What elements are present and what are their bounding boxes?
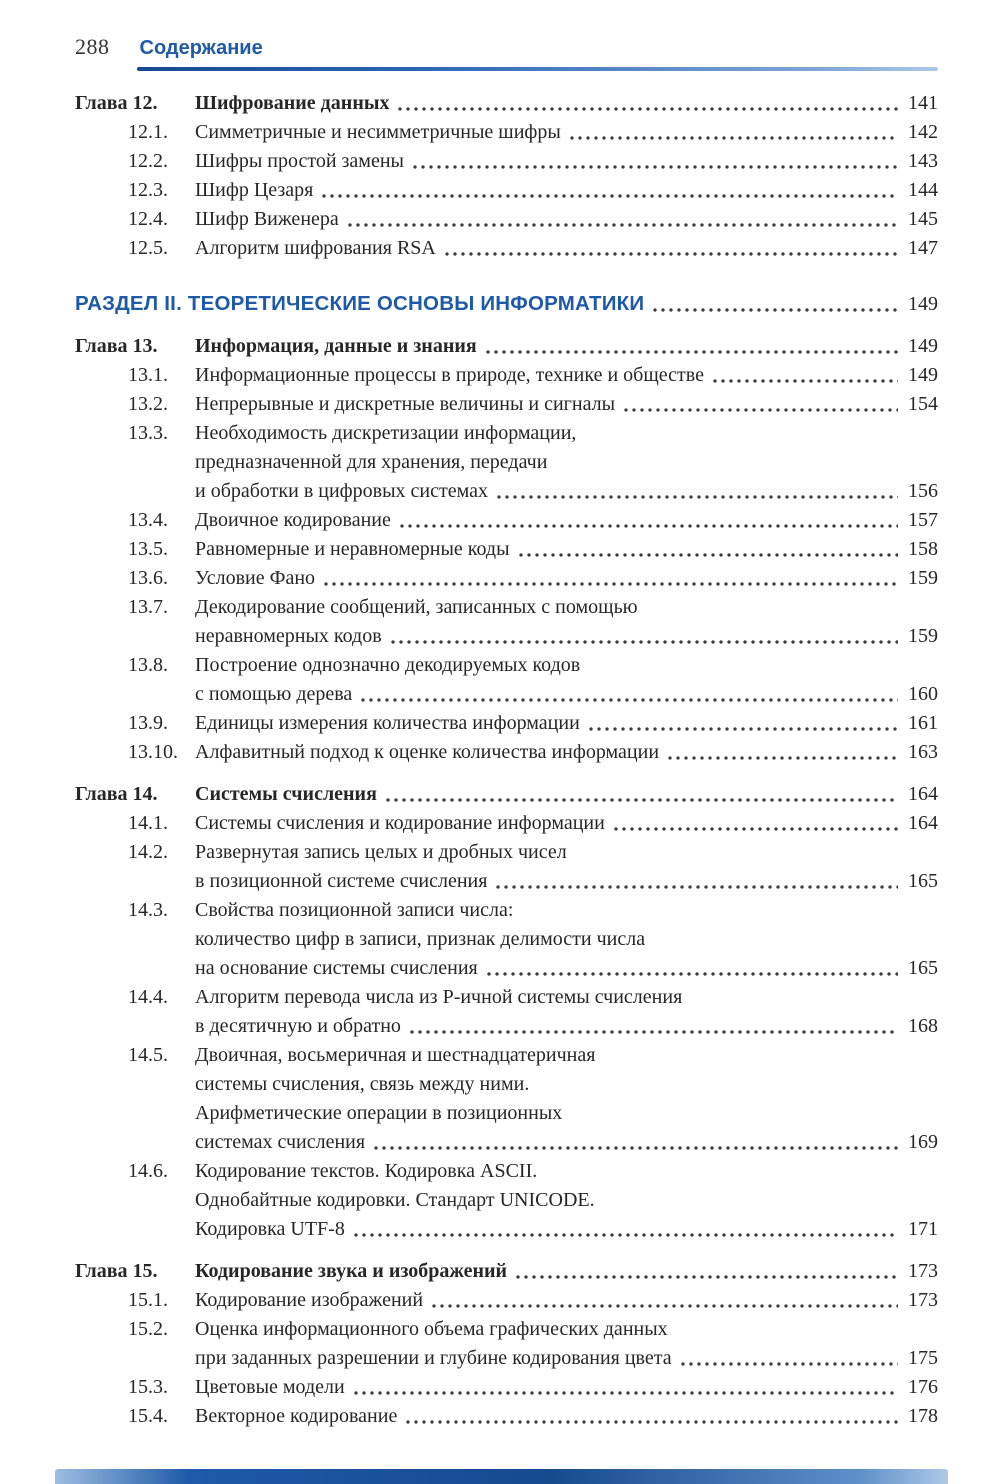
toc-entry-title: при заданных разрешении и глубине кодирования цвета — [195, 1347, 672, 1369]
toc-entry-page-number: 165 — [908, 870, 938, 892]
dot-leader — [346, 221, 898, 229]
toc-entry-label: 13.2. — [128, 393, 168, 415]
toc-line — [195, 147, 938, 176]
page-number: 288 — [75, 34, 110, 59]
toc-entry-title: Декодирование сообщений, записанных с помощью — [195, 596, 638, 618]
toc-line — [195, 680, 938, 709]
toc-entry — [75, 1257, 938, 1286]
toc-entry-lines — [195, 651, 938, 709]
toc-entry-title: Оценка информационного объема графических данных — [195, 1318, 668, 1340]
toc-entry-page-number: 145 — [908, 208, 938, 230]
toc-entry-lines — [195, 176, 938, 205]
toc-entry-lines — [195, 1373, 938, 1402]
dot-leader — [411, 163, 898, 171]
toc-entry-title: РАЗДЕЛ II. ТЕОРЕТИЧЕСКИЕ ОСНОВЫ ИНФОРМАТИКИ — [75, 292, 645, 315]
dot-leader — [495, 493, 898, 501]
toc-line — [195, 1186, 938, 1215]
dot-leader — [622, 406, 898, 414]
toc-entry — [75, 593, 938, 651]
toc-entry-lines — [195, 780, 938, 809]
toc-entry-title: Алгоритм перевода числа из Р-ичной системы счисления — [195, 986, 683, 1008]
dot-leader — [484, 348, 898, 356]
toc-entry-page-number: 157 — [908, 509, 938, 531]
toc-entry-title: Условие Фано — [195, 567, 316, 589]
page-header — [75, 34, 938, 60]
toc-entry-title: Двоичная, восьмеричная и шестнадцатеричная — [195, 1044, 596, 1066]
toc-entry-title: Двоичное кодирование — [195, 509, 391, 531]
dot-leader — [612, 825, 898, 833]
toc-entry-page-number: 159 — [908, 567, 938, 589]
toc-entry-label: 13.4. — [128, 509, 168, 531]
toc-entry — [75, 651, 938, 709]
toc-entry-label: 12.2. — [128, 150, 168, 172]
toc-entry — [75, 89, 938, 118]
toc-line — [195, 1215, 938, 1244]
toc-entry-title: системы счисления, связь между ними. — [195, 1073, 530, 1095]
toc-entry-title: в позиционной системе счисления — [195, 870, 488, 892]
toc-entry-label: Глава 13. — [75, 335, 158, 357]
toc-entry-page-number: 175 — [908, 1347, 938, 1369]
dot-leader — [372, 1144, 898, 1152]
toc-entry-page-number: 158 — [908, 538, 938, 560]
toc-entry-title: Необходимость дискретизации информации, — [195, 422, 577, 444]
toc-entry-label: 12.3. — [128, 179, 168, 201]
toc-entry-lines — [195, 419, 938, 506]
toc-entry-page-number: 141 — [908, 92, 938, 114]
dot-leader — [679, 1360, 898, 1368]
toc-entry — [75, 289, 938, 319]
dot-leader — [430, 1302, 898, 1310]
toc-entry-label: Глава 12. — [75, 92, 158, 114]
toc-entry-title: предназначенной для хранения, передачи — [195, 451, 548, 473]
toc-line — [195, 1402, 938, 1431]
toc-line — [195, 89, 938, 118]
toc-line — [195, 1041, 938, 1070]
toc-entry-title: системах счисления — [195, 1131, 366, 1153]
toc-entry-lines — [195, 838, 938, 896]
toc-entry — [75, 780, 938, 809]
toc-entry — [75, 738, 938, 767]
dot-leader — [443, 250, 898, 258]
toc-entry — [75, 1041, 938, 1157]
toc-line — [195, 234, 938, 263]
toc-entry-label: 12.5. — [128, 237, 168, 259]
toc-entry-page-number: 173 — [908, 1289, 938, 1311]
toc-entry-page-number: 173 — [908, 1260, 938, 1282]
toc-entry — [75, 506, 938, 535]
toc-entry — [75, 564, 938, 593]
toc-entry-page-number: 176 — [908, 1376, 938, 1398]
toc-entry — [75, 176, 938, 205]
toc-entry-title: Шифр Виженера — [195, 208, 339, 230]
toc-entry-lines — [195, 1157, 938, 1244]
toc-entry-title: и обработки в цифровых системах — [195, 480, 488, 502]
toc-entry-lines — [195, 1286, 938, 1315]
toc-line — [195, 205, 938, 234]
toc-entry-label: 15.4. — [128, 1405, 168, 1427]
toc-entry-page-number: 169 — [908, 1131, 938, 1153]
toc-entry-page-number: 163 — [908, 741, 938, 763]
toc-entry-label: 14.4. — [128, 986, 168, 1008]
toc-entry-title: в десятичную и обратно — [195, 1015, 401, 1037]
toc-entry-label: 13.10. — [128, 741, 178, 763]
toc-entry-title: Кодирование текстов. Кодировка ASCII. — [195, 1160, 538, 1182]
toc-line — [195, 738, 938, 767]
toc-line — [195, 390, 938, 419]
running-title: Содержание — [139, 37, 263, 59]
toc-line — [195, 867, 938, 896]
toc-entry-title: Шифр Цезаря — [195, 179, 314, 201]
toc-line — [195, 838, 938, 867]
toc-line — [195, 651, 938, 680]
toc-entry-page-number: 161 — [908, 712, 938, 734]
dot-leader — [398, 522, 898, 530]
toc-entry-title: Системы счисления и кодирование информации — [195, 812, 605, 834]
toc-entry-title: Шифрование данных — [195, 92, 390, 114]
toc-entry-page-number: 159 — [908, 625, 938, 647]
toc-entry-label: 14.1. — [128, 812, 168, 834]
toc-entry-label: 12.4. — [128, 208, 168, 230]
toc-entry-page-number: 144 — [908, 179, 938, 201]
toc-entry-lines — [75, 289, 938, 319]
toc-entry — [75, 535, 938, 564]
toc-entry-title: Алфавитный подход к оценке количества информации — [195, 741, 660, 763]
toc-entry-title: Непрерывные и дискретные величины и сигналы — [195, 393, 616, 415]
toc-entry — [75, 709, 938, 738]
toc-line — [195, 419, 938, 448]
toc-line — [195, 1344, 938, 1373]
toc-entry-lines — [195, 1402, 938, 1431]
toc-entry-label: Глава 15. — [75, 1260, 158, 1282]
toc-entry-label: 12.1. — [128, 121, 168, 143]
dot-leader — [568, 134, 898, 142]
toc-line — [195, 1257, 938, 1286]
dot-leader — [666, 754, 898, 762]
toc-entry — [75, 838, 938, 896]
toc-entry-label: 14.6. — [128, 1160, 168, 1182]
toc-line — [75, 289, 938, 319]
toc-entry-lines — [195, 738, 938, 767]
toc-line — [195, 983, 938, 1012]
toc-entry-page-number: 160 — [908, 683, 938, 705]
toc-entry-label: 13.5. — [128, 538, 168, 560]
toc-entry-title: Системы счисления — [195, 783, 377, 805]
dot-leader — [514, 1273, 898, 1281]
toc-line — [195, 564, 938, 593]
toc-line — [195, 709, 938, 738]
toc-entry-title: Кодирование изображений — [195, 1289, 424, 1311]
toc-entry — [75, 234, 938, 263]
toc-entry — [75, 1373, 938, 1402]
toc-entry-page-number: 164 — [908, 783, 938, 805]
dot-leader — [587, 725, 898, 733]
dot-leader — [389, 638, 898, 646]
toc-entry-label: 15.3. — [128, 1376, 168, 1398]
toc-entry — [75, 1286, 938, 1315]
toc-line — [195, 1012, 938, 1041]
toc-entry-title: количество цифр в записи, признак делимости числа — [195, 928, 646, 950]
toc-line — [195, 332, 938, 361]
dot-leader — [494, 883, 898, 891]
dot-leader — [408, 1028, 898, 1036]
toc-list — [75, 89, 938, 1431]
toc-entry-title: неравномерных кодов — [195, 625, 382, 647]
toc-line — [195, 477, 938, 506]
toc-entry-lines — [195, 89, 938, 118]
toc-entry-page-number: 143 — [908, 150, 938, 172]
toc-entry-lines — [195, 390, 938, 419]
dot-leader — [711, 377, 898, 385]
toc-entry-title: Построение однозначно декодируемых кодов — [195, 654, 581, 676]
dot-leader — [651, 306, 898, 314]
toc-entry-title: Цветовые модели — [195, 1376, 345, 1398]
toc-line — [195, 593, 938, 622]
toc-entry-title: Кодирование звука и изображений — [195, 1260, 508, 1282]
toc-line — [195, 1128, 938, 1157]
toc-entry-title: Симметричные и несимметричные шифры — [195, 121, 561, 143]
toc-entry-label: 15.2. — [128, 1318, 168, 1340]
dot-leader — [352, 1389, 898, 1397]
toc-entry-lines — [195, 205, 938, 234]
toc-entry-title: Векторное кодирование — [195, 1405, 398, 1427]
toc-entry — [75, 118, 938, 147]
toc-entry-page-number: 142 — [908, 121, 938, 143]
toc-entry-lines — [195, 1257, 938, 1286]
toc-entry-lines — [195, 593, 938, 651]
toc-line — [195, 622, 938, 651]
toc-line — [195, 118, 938, 147]
toc-entry-lines — [195, 709, 938, 738]
toc-entry-lines — [195, 1315, 938, 1373]
toc-entry — [75, 147, 938, 176]
dot-leader — [396, 105, 898, 113]
toc-entry-label: 13.3. — [128, 422, 168, 444]
toc-line — [195, 954, 938, 983]
toc-entry-page-number: 168 — [908, 1015, 938, 1037]
toc-entry-lines — [195, 896, 938, 983]
toc-entry-page-number: 149 — [908, 364, 938, 386]
toc-entry-label: Глава 14. — [75, 783, 158, 805]
toc-entry — [75, 983, 938, 1041]
toc-entry — [75, 419, 938, 506]
toc-entry-title: Развернутая запись целых и дробных чисел — [195, 841, 567, 863]
toc-entry-page-number: 165 — [908, 957, 938, 979]
toc-entry — [75, 390, 938, 419]
toc-line — [195, 925, 938, 954]
toc-entry-page-number: 147 — [908, 237, 938, 259]
toc-entry-title: на основание системы счисления — [195, 957, 478, 979]
toc-entry-lines — [195, 361, 938, 390]
dot-leader — [404, 1418, 898, 1426]
toc-entry-lines — [195, 564, 938, 593]
toc-entry — [75, 1157, 938, 1244]
toc-line — [195, 896, 938, 925]
toc-entry-lines — [195, 809, 938, 838]
toc-entry-page-number: 178 — [908, 1405, 938, 1427]
dot-leader — [322, 580, 898, 588]
toc-line — [195, 361, 938, 390]
toc-entry-title: Информационные процессы в природе, технике и обществе — [195, 364, 704, 386]
toc-line — [195, 448, 938, 477]
toc-entry-label: 14.3. — [128, 899, 168, 921]
toc-entry — [75, 332, 938, 361]
bottom-decorative-bar — [55, 1469, 948, 1484]
header-rule — [137, 67, 938, 71]
toc-line — [195, 1373, 938, 1402]
toc-line — [195, 535, 938, 564]
toc-line — [195, 1070, 938, 1099]
toc-entry-title: Информация, данные и знания — [195, 335, 477, 357]
dot-leader — [517, 551, 898, 559]
toc-entry-lines — [195, 506, 938, 535]
toc-line — [195, 1286, 938, 1315]
toc-line — [195, 780, 938, 809]
toc-entry-page-number: 149 — [908, 293, 938, 315]
toc-entry-lines — [195, 535, 938, 564]
toc-entry-label: 13.9. — [128, 712, 168, 734]
toc-line — [195, 1315, 938, 1344]
toc-entry-title: Арифметические операции в позиционных — [195, 1102, 563, 1124]
toc-entry — [75, 1402, 938, 1431]
toc-entry-title: Алгоритм шифрования RSA — [195, 237, 436, 259]
toc-entry-lines — [195, 332, 938, 361]
toc-entry-label: 15.1. — [128, 1289, 168, 1311]
toc-line — [195, 176, 938, 205]
toc-entry — [75, 896, 938, 983]
toc-entry — [75, 361, 938, 390]
toc-entry-label: 13.7. — [128, 596, 168, 618]
toc-entry-label: 13.6. — [128, 567, 168, 589]
toc-entry-page-number: 156 — [908, 480, 938, 502]
toc-entry — [75, 809, 938, 838]
toc-entry-page-number: 171 — [908, 1218, 938, 1240]
toc-line — [195, 1099, 938, 1128]
toc-line — [195, 506, 938, 535]
toc-entry-title: с помощью дерева — [195, 683, 353, 705]
toc-entry-lines — [195, 983, 938, 1041]
toc-entry-title: Единицы измерения количества информации — [195, 712, 580, 734]
toc-entry-title: Однобайтные кодировки. Стандарт UNICODE. — [195, 1189, 595, 1211]
toc-entry-title: Шифры простой замены — [195, 150, 404, 172]
dot-leader — [485, 970, 898, 978]
toc-entry-title: Свойства позиционной записи числа: — [195, 899, 514, 921]
toc-entry-label: 13.1. — [128, 364, 168, 386]
toc-entry-title: Кодировка UTF-8 — [195, 1218, 345, 1240]
dot-leader — [359, 696, 898, 704]
toc-entry-page-number: 164 — [908, 812, 938, 834]
dot-leader — [384, 796, 898, 804]
toc-entry-page-number: 154 — [908, 393, 938, 415]
dot-leader — [320, 192, 898, 200]
toc-entry-lines — [195, 118, 938, 147]
toc-entry-title: Равномерные и неравномерные коды — [195, 538, 510, 560]
toc-entry-lines — [195, 234, 938, 263]
toc-entry-label: 14.5. — [128, 1044, 168, 1066]
toc-entry-label: 14.2. — [128, 841, 168, 863]
toc-entry — [75, 205, 938, 234]
toc-line — [195, 1157, 938, 1186]
toc-entry-lines — [195, 147, 938, 176]
toc-line — [195, 809, 938, 838]
dot-leader — [352, 1231, 898, 1239]
toc-entry-label: 13.8. — [128, 654, 168, 676]
toc-entry-lines — [195, 1041, 938, 1157]
toc-entry — [75, 1315, 938, 1373]
toc-entry-page-number: 149 — [908, 335, 938, 357]
